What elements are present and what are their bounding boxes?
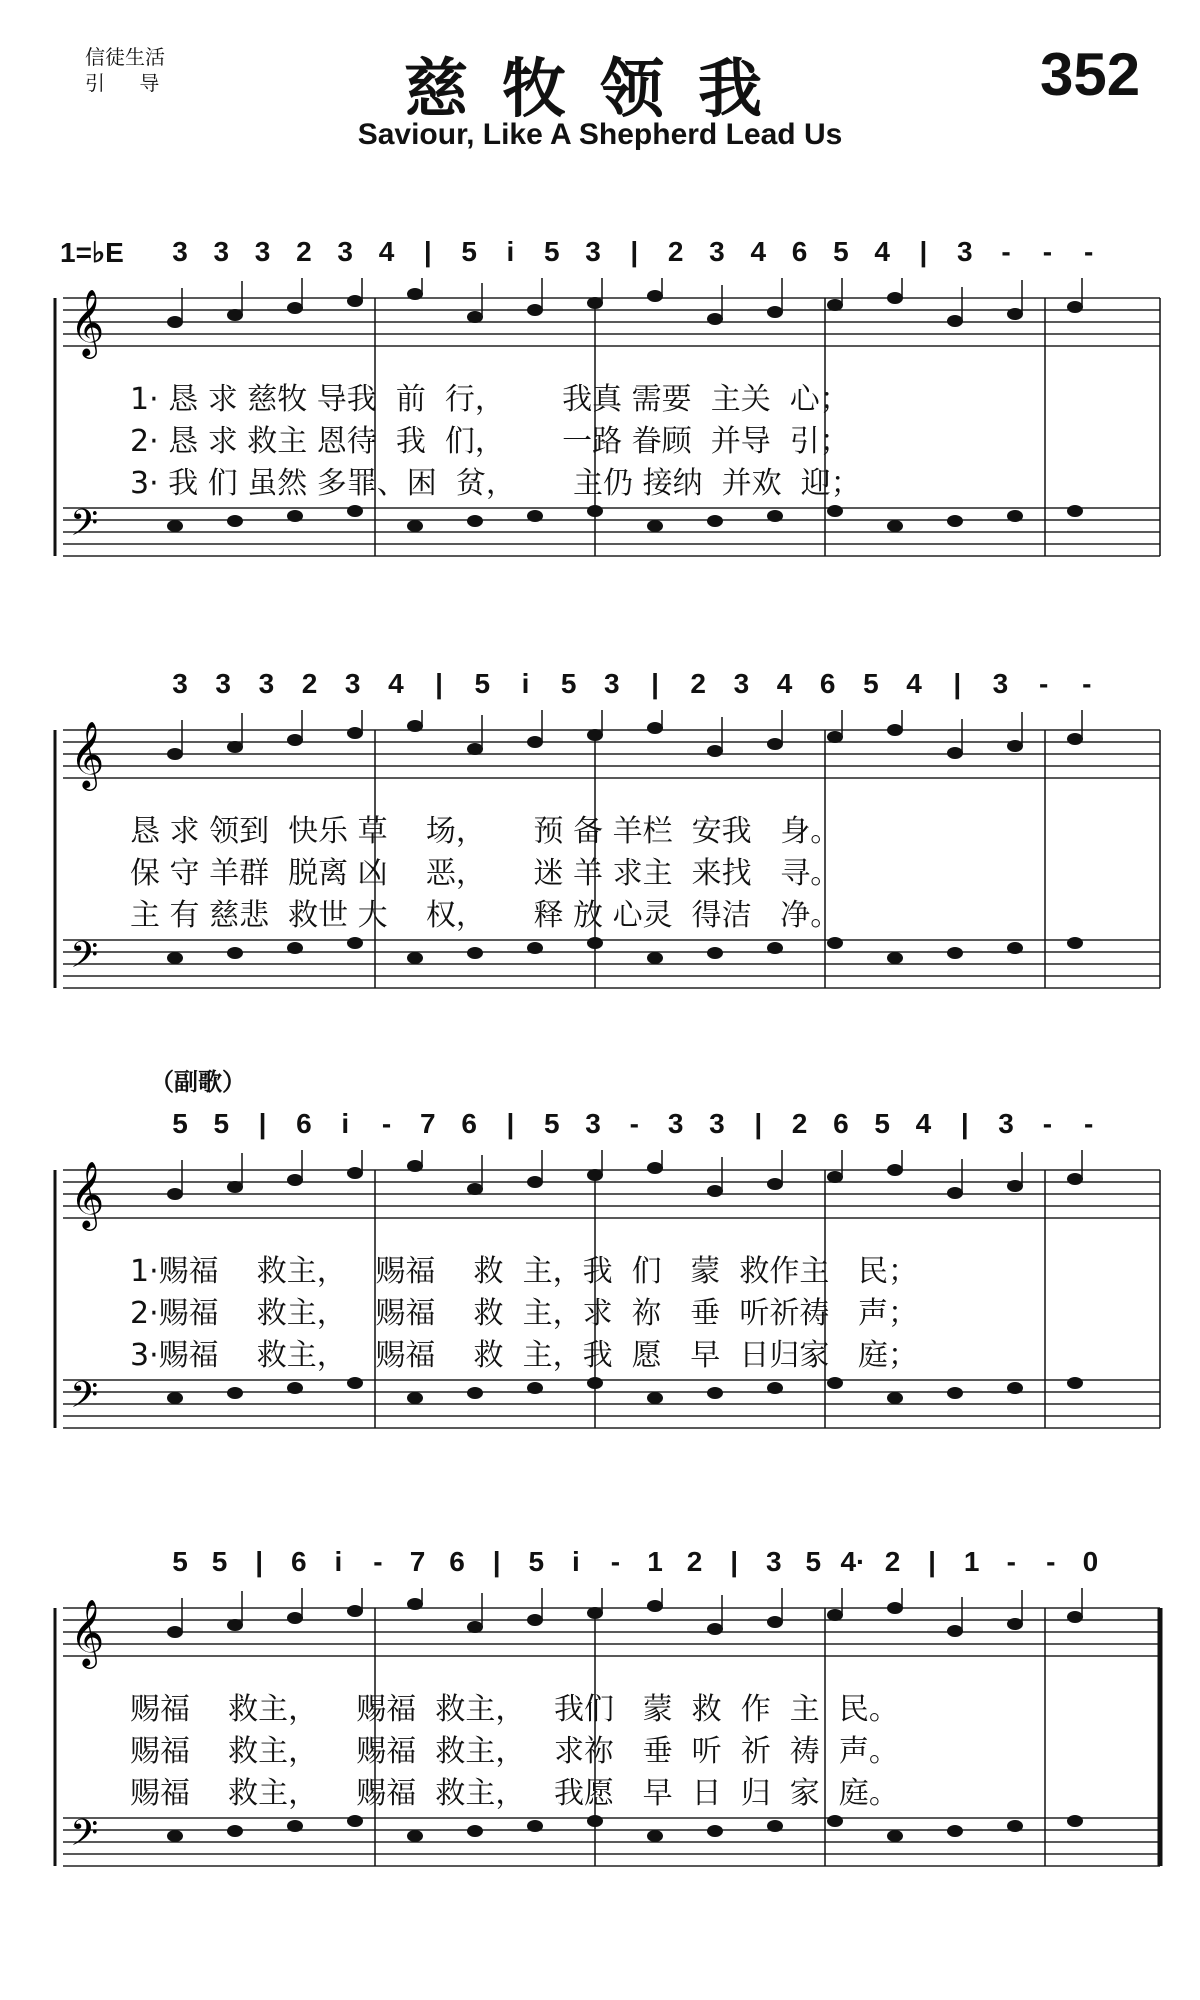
lyric-text: 赐福 救主， 赐福 救主， 我愿 早 日 归 家 庭。 — [130, 1776, 899, 1811]
treble-clef-icon: 𝄞 — [70, 720, 105, 788]
note-head — [527, 510, 543, 522]
jianpu-note: 2 — [690, 668, 706, 699]
note-head — [1067, 301, 1083, 313]
jianpu-row — [45, 228, 1170, 274]
category-line-2: 引 导 — [85, 71, 174, 95]
jianpu-note: 3 — [337, 236, 353, 267]
jianpu-note: 3 — [992, 668, 1009, 699]
note-head — [527, 1614, 543, 1626]
note-head — [767, 1382, 783, 1394]
lyric-line — [130, 1246, 1130, 1289]
note-head — [947, 315, 963, 327]
note-head — [887, 724, 903, 736]
lyric-line — [130, 458, 1130, 501]
category-line-1: 信徒生活 — [85, 45, 165, 69]
note-head — [467, 743, 483, 755]
jianpu-note: 3 — [258, 668, 275, 699]
note-head — [767, 942, 783, 954]
note-head — [767, 306, 783, 318]
note-head — [947, 747, 963, 759]
bar-separator: | — [953, 668, 962, 699]
bar-separator: | — [919, 236, 928, 267]
note-head — [407, 520, 423, 532]
jianpu-note: 3 — [344, 668, 361, 699]
note-head — [347, 1377, 363, 1389]
lyric-text: 赐福 救主， 赐福 救主， 求祢 垂 听 祈 祷 声。 — [130, 1734, 899, 1769]
note-head — [647, 290, 663, 302]
jianpu-note: 3 — [172, 236, 188, 267]
note-head — [347, 1815, 363, 1827]
note-head — [227, 1825, 243, 1837]
note-head — [647, 1830, 663, 1842]
note-head — [347, 1167, 363, 1179]
note-head — [647, 722, 663, 734]
note-head — [227, 309, 243, 321]
lyric-line — [130, 1768, 1130, 1811]
jianpu-note: 5 — [172, 1546, 188, 1577]
note-head — [947, 1625, 963, 1637]
bar-separator: | — [928, 1546, 936, 1577]
jianpu-note: 4 — [388, 668, 404, 699]
jianpu-note: - — [1001, 236, 1011, 267]
note-head — [587, 1377, 603, 1389]
jianpu-note: 6 — [791, 236, 808, 267]
bar-separator: | — [730, 1546, 739, 1577]
jianpu-note: 5 — [172, 1108, 188, 1139]
note-head — [1067, 1611, 1083, 1623]
note-head — [647, 1392, 663, 1404]
jianpu-note: 2 — [296, 236, 312, 267]
jianpu-note: 3 — [172, 668, 188, 699]
note-head — [1067, 733, 1083, 745]
jianpu-note: 1 — [963, 1546, 980, 1577]
note-head — [647, 1600, 663, 1612]
treble-clef-icon: 𝄞 — [70, 288, 105, 356]
note-head — [527, 1382, 543, 1394]
jianpu-note: 5 — [833, 236, 849, 267]
note-head — [227, 1619, 243, 1631]
bar-separator: | — [255, 1546, 264, 1577]
lyric-text: 2·赐福 救主， 赐福 救 主，求 祢 垂 听祈祷 声； — [130, 1296, 918, 1331]
note-head — [1007, 1180, 1023, 1192]
jianpu-note: 1 — [647, 1546, 663, 1577]
lyric-text: 2· 恳 求 救主 恩待 我 们， 一路 眷顾 并导 引； — [130, 424, 850, 459]
jianpu-note: i — [341, 1108, 350, 1139]
jianpu-note: 5 — [874, 1108, 890, 1139]
note-head — [827, 1171, 843, 1183]
note-head — [407, 1392, 423, 1404]
note-head — [647, 520, 663, 532]
jianpu-note: 4 — [378, 236, 395, 267]
jianpu-note: - — [1038, 668, 1049, 699]
lyric-text: 1· 恳 求 慈牧 导我 前 行， 我真 需要 主关 心； — [130, 382, 850, 417]
jianpu-note: 6 — [833, 1108, 849, 1139]
bass-clef-icon: 𝄢 — [70, 934, 99, 985]
bar-separator: | — [754, 1108, 763, 1139]
bass-clef-icon: 𝄢 — [70, 1812, 99, 1863]
note-head — [467, 1387, 483, 1399]
jianpu-note: - — [1084, 236, 1094, 267]
lyric-text: 恳 求 领到 快乐 草 场， 预 备 羊栏 安我 身。 — [130, 814, 841, 849]
lyric-line — [130, 848, 1130, 891]
note-head — [227, 947, 243, 959]
jianpu-note: 6 — [290, 1546, 307, 1577]
note-head — [707, 1623, 723, 1635]
note-head — [707, 947, 723, 959]
note-head — [1007, 1618, 1023, 1630]
bar-separator: | — [506, 1108, 515, 1139]
jianpu-note: i — [334, 1546, 343, 1577]
note-head — [407, 1830, 423, 1842]
note-head — [287, 734, 303, 746]
note-head — [527, 736, 543, 748]
note-head — [407, 720, 423, 732]
lyric-line — [130, 1684, 1130, 1727]
lyric-text: 1·赐福 救主， 赐福 救 主，我 们 蒙 救作主 民； — [130, 1254, 918, 1289]
note-head — [647, 1162, 663, 1174]
jianpu-note: - — [1042, 236, 1053, 267]
lyric-text: 赐福 救主， 赐福 救主， 我们 蒙 救 作 主 民。 — [130, 1692, 899, 1727]
jianpu-note: 4 — [915, 1108, 932, 1139]
note-head — [587, 1815, 603, 1827]
hymn-number: 352 — [1040, 41, 1141, 108]
note-head — [827, 937, 843, 949]
jianpu-note: 3 — [765, 1546, 782, 1577]
note-head — [887, 1392, 903, 1404]
note-head — [707, 1185, 723, 1197]
jianpu-note: 4 — [750, 236, 767, 267]
jianpu-note: 2 — [791, 1108, 808, 1139]
jianpu-note: 5 — [213, 1108, 230, 1139]
jianpu-note: - — [373, 1546, 383, 1577]
note-head — [167, 748, 183, 760]
lyric-text: 3· 我 们 虽然 多罪、困 贫， 主仍 接纳 并欢 迎； — [130, 466, 861, 501]
note-head — [467, 515, 483, 527]
note-head — [827, 1609, 843, 1621]
note-head — [167, 952, 183, 964]
jianpu-note: 0 — [1082, 1546, 1099, 1577]
note-head — [887, 1830, 903, 1842]
jianpu-note: - — [381, 1108, 392, 1139]
note-head — [287, 1174, 303, 1186]
jianpu-note: 6 — [449, 1546, 465, 1577]
note-head — [527, 304, 543, 316]
note-head — [587, 297, 603, 309]
bar-separator: | — [492, 1546, 501, 1577]
note-head — [347, 295, 363, 307]
bar-separator: | — [630, 236, 639, 267]
hymn-subtitle: Saviour, Like A Shepherd Lead Us — [357, 118, 843, 151]
note-head — [527, 942, 543, 954]
jianpu-note: - — [1042, 1108, 1053, 1139]
note-head — [287, 1820, 303, 1832]
jianpu-note: - — [1082, 668, 1092, 699]
note-head — [1067, 1173, 1083, 1185]
jianpu-note: 3 — [667, 1108, 684, 1139]
note-head — [887, 520, 903, 532]
jianpu-note: 4 — [906, 668, 922, 699]
note-head — [287, 510, 303, 522]
note-head — [1007, 740, 1023, 752]
note-head — [587, 505, 603, 517]
treble-clef-icon: 𝄞 — [70, 1160, 105, 1228]
jianpu-note: 3 — [585, 1108, 601, 1139]
jianpu-row — [45, 660, 1170, 706]
note-head — [767, 1820, 783, 1832]
lyric-line — [130, 806, 1130, 849]
note-head — [167, 1188, 183, 1200]
note-head — [467, 1621, 483, 1633]
note-head — [347, 505, 363, 517]
jianpu-note: 2 — [667, 236, 684, 267]
lyric-line — [130, 890, 1130, 933]
jianpu-note: 4· — [840, 1546, 866, 1577]
jianpu-note: 6 — [296, 1108, 312, 1139]
note-head — [167, 520, 183, 532]
chorus-label: （副歌） — [150, 1068, 246, 1096]
note-head — [1067, 1377, 1083, 1389]
bar-separator: | — [435, 668, 443, 699]
jianpu-note: 2 — [884, 1546, 901, 1577]
jianpu-note: i — [571, 1546, 580, 1577]
note-head — [587, 937, 603, 949]
treble-clef-icon: 𝄞 — [70, 1598, 105, 1666]
jianpu-note: - — [629, 1108, 639, 1139]
bar-separator: | — [258, 1108, 267, 1139]
lyric-line — [130, 1726, 1130, 1769]
lyric-line — [130, 374, 1130, 417]
note-head — [947, 1387, 963, 1399]
note-head — [827, 1815, 843, 1827]
jianpu-note: 3 — [213, 236, 230, 267]
note-head — [947, 1187, 963, 1199]
bar-separator: | — [423, 236, 432, 267]
jianpu-note: 2 — [301, 668, 318, 699]
note-head — [827, 731, 843, 743]
jianpu-note: 3 — [709, 1108, 725, 1139]
jianpu-row — [45, 1100, 1170, 1146]
note-head — [1067, 937, 1083, 949]
note-head — [827, 299, 843, 311]
note-head — [227, 1181, 243, 1193]
bar-separator: | — [651, 668, 659, 699]
jianpu-note: 3 — [709, 236, 725, 267]
note-head — [407, 952, 423, 964]
note-head — [887, 1164, 903, 1176]
jianpu-note: 5 — [474, 668, 491, 699]
jianpu-note: 4 — [874, 236, 890, 267]
note-head — [407, 1598, 423, 1610]
note-head — [227, 1387, 243, 1399]
lyric-text: 主 有 慈悲 救世 大 权， 释 放 心灵 得洁 净。 — [130, 898, 841, 933]
lyric-line — [130, 1330, 1130, 1373]
jianpu-note: i — [521, 668, 530, 699]
note-head — [527, 1820, 543, 1832]
bar-separator: | — [960, 1108, 969, 1139]
note-head — [347, 937, 363, 949]
note-head — [1067, 505, 1083, 517]
note-head — [707, 745, 723, 757]
jianpu-note: 6 — [819, 668, 836, 699]
jianpu-note: - — [1006, 1546, 1016, 1577]
jianpu-note: 3 — [585, 236, 601, 267]
note-head — [227, 515, 243, 527]
note-head — [227, 741, 243, 753]
jianpu-note: 2 — [686, 1546, 703, 1577]
jianpu-note: 5 — [543, 236, 560, 267]
note-head — [1007, 1820, 1023, 1832]
note-head — [767, 510, 783, 522]
note-head — [287, 302, 303, 314]
jianpu-row — [45, 1538, 1170, 1584]
note-head — [707, 313, 723, 325]
note-head — [527, 1176, 543, 1188]
note-head — [947, 1825, 963, 1837]
note-head — [647, 952, 663, 964]
note-head — [167, 1830, 183, 1842]
lyric-line — [130, 1288, 1130, 1331]
note-head — [287, 942, 303, 954]
note-head — [467, 311, 483, 323]
lyric-text: 3·赐福 救主， 赐福 救 主，我 愿 早 日归家 庭； — [130, 1338, 918, 1373]
jianpu-note: 3 — [956, 236, 973, 267]
note-head — [887, 292, 903, 304]
note-head — [167, 1392, 183, 1404]
note-head — [467, 1183, 483, 1195]
note-head — [887, 1602, 903, 1614]
bass-clef-icon: 𝄢 — [70, 502, 99, 553]
jianpu-note: 3 — [254, 236, 271, 267]
bass-clef-icon: 𝄢 — [70, 1374, 99, 1425]
jianpu-note: - — [610, 1546, 621, 1577]
lyric-line — [130, 416, 1130, 459]
note-head — [947, 947, 963, 959]
note-head — [1007, 1382, 1023, 1394]
jianpu-note: 5 — [560, 668, 577, 699]
jianpu-note: 3 — [733, 668, 750, 699]
note-head — [887, 952, 903, 964]
note-head — [767, 738, 783, 750]
note-head — [587, 1169, 603, 1181]
note-head — [1007, 510, 1023, 522]
jianpu-note: i — [506, 236, 515, 267]
note-head — [707, 515, 723, 527]
note-head — [287, 1382, 303, 1394]
note-head — [167, 316, 183, 328]
note-head — [947, 515, 963, 527]
jianpu-note: 5 — [528, 1546, 545, 1577]
note-head — [347, 1605, 363, 1617]
note-head — [467, 1825, 483, 1837]
jianpu-note: 4 — [776, 668, 793, 699]
note-head — [407, 1160, 423, 1172]
hymn-title: 慈牧领我 — [404, 53, 796, 127]
note-head — [827, 505, 843, 517]
jianpu-note: 7 — [420, 1108, 436, 1139]
note-head — [707, 1387, 723, 1399]
note-head — [287, 1612, 303, 1624]
jianpu-note: 5 — [543, 1108, 560, 1139]
key-signature: 1=♭E — [60, 237, 124, 268]
jianpu-note: 3 — [998, 1108, 1014, 1139]
jianpu-note: 5 — [805, 1546, 822, 1577]
jianpu-note: 3 — [604, 668, 620, 699]
note-head — [1007, 942, 1023, 954]
note-head — [587, 729, 603, 741]
jianpu-note: - — [1084, 1108, 1094, 1139]
note-head — [827, 1377, 843, 1389]
note-head — [1067, 1815, 1083, 1827]
jianpu-note: 3 — [215, 668, 231, 699]
note-head — [407, 288, 423, 300]
lyric-text: 保 守 羊群 脱离 凶 恶， 迷 羊 求主 来找 寻。 — [130, 856, 841, 891]
note-head — [707, 1825, 723, 1837]
jianpu-note: 5 — [211, 1546, 228, 1577]
jianpu-note: 5 — [461, 236, 477, 267]
note-head — [167, 1626, 183, 1638]
jianpu-note: 6 — [461, 1108, 477, 1139]
jianpu-note: - — [1046, 1546, 1056, 1577]
note-head — [1007, 308, 1023, 320]
note-head — [587, 1607, 603, 1619]
note-head — [767, 1616, 783, 1628]
note-head — [467, 947, 483, 959]
note-head — [347, 727, 363, 739]
jianpu-note: 5 — [863, 668, 879, 699]
jianpu-note: 7 — [409, 1546, 426, 1577]
note-head — [767, 1178, 783, 1190]
